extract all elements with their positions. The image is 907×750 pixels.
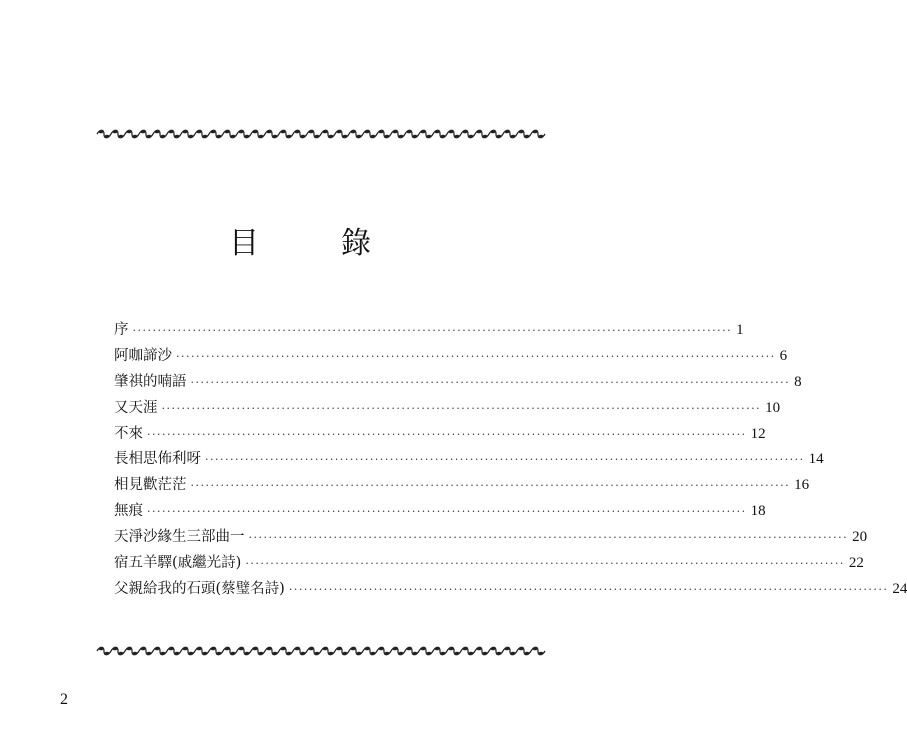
toc-entry-title: 相見歡茫茫 [114,477,187,494]
dot-leader: ························································································································ [176,349,776,363]
toc-entry-page: 12 [750,425,766,442]
toc-entry-page: 16 [794,477,810,494]
toc-entry[interactable] [114,318,744,344]
toc-entry[interactable] [114,551,864,577]
toc-entry[interactable] [114,525,868,551]
toc-entry-page: 22 [848,555,864,572]
toc-entry[interactable] [114,499,766,525]
table-of-contents [114,318,907,603]
toc-entry-title: 宿五羊驛(戚繼光詩) [114,555,242,572]
toc-entry[interactable] [114,577,907,603]
toc-entry-page: 18 [750,503,766,520]
toc-entry-title: 無痕 [114,503,143,520]
toc-entry[interactable] [114,370,802,396]
dot-leader: ························································································································ [190,479,791,493]
page-number: 2 [60,691,68,708]
toc-entry-page: 1 [736,322,744,338]
toc-entry[interactable] [114,422,766,448]
dot-leader: ························································································································ [161,401,762,415]
toc-entry-title: 不來 [114,425,143,442]
toc-entry-title: 天淨沙緣生三部曲一 [114,529,245,546]
toc-entry-title: 長相思佈利呀 [114,451,201,468]
toc-entry-page: 24 [892,580,907,597]
toc-entry-title: 又天涯 [114,399,158,416]
dot-leader: ························································································································ [147,427,747,441]
dot-leader: ························································································································ [288,582,889,596]
toc-entry-page: 8 [794,373,802,390]
toc-entry[interactable] [114,473,810,499]
dot-leader: ························································································································ [132,324,733,337]
toc-entry[interactable] [114,344,788,370]
toc-entry-page: 10 [765,399,781,416]
page-title: 目 錄 [229,226,397,261]
dot-leader: ························································································································ [147,505,747,519]
dot-leader: ························································································································ [205,453,805,467]
toc-entry-page: 14 [808,451,824,468]
vine-border-icon [97,645,545,657]
dot-leader: ························································································································ [245,557,845,571]
toc-entry[interactable] [114,447,824,473]
toc-entry-title: 序 [114,322,129,338]
toc-entry[interactable] [114,396,781,422]
toc-entry-title: 阿咖諦沙 [114,347,172,364]
dot-leader: ························································································································ [190,375,791,389]
toc-entry-title: 父親給我的石頭(蔡璧名詩) [114,580,285,597]
vine-border-icon [97,128,545,140]
toc-entry-page: 6 [779,347,788,364]
toc-entry-page: 20 [852,529,868,546]
toc-entry-title: 肇祺的喃語 [114,373,187,390]
dot-leader: ························································································································ [248,531,849,545]
